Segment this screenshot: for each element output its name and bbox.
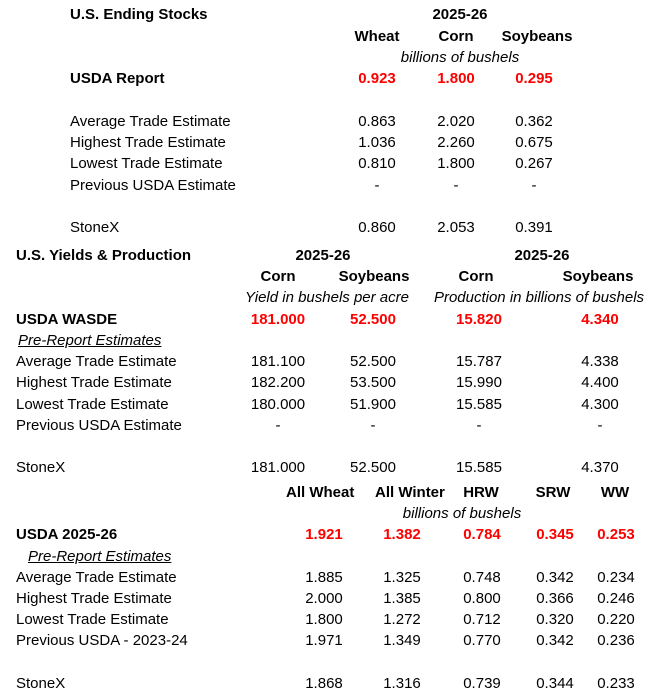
cell-value: - [275, 417, 281, 434]
cell-value: - [370, 417, 376, 434]
yield-year: 2025-26 [295, 247, 351, 264]
usda-soybeans-value: 0.295 [515, 70, 553, 87]
cell-value: 0.236 [597, 632, 635, 649]
production-units-label: Production in billions of bushels [433, 289, 645, 306]
cell-value: 15.990 [456, 374, 502, 391]
row-label: Average Trade Estimate [16, 353, 177, 370]
cell-value: 0.860 [358, 219, 396, 236]
cell-value: 0.320 [536, 611, 574, 628]
cell-value: 0.233 [597, 675, 635, 692]
cell-value: 4.300 [581, 396, 619, 413]
cell-value: 0.342 [536, 569, 574, 586]
cell-value: 15.585 [456, 459, 502, 476]
usda-all-winter-value: 1.382 [383, 526, 421, 543]
cell-value: 1.316 [383, 675, 421, 692]
col-header-corn: Corn [438, 28, 474, 45]
cell-value: 15.787 [456, 353, 502, 370]
cell-value: 1.971 [305, 632, 343, 649]
cell-value: 51.900 [350, 396, 396, 413]
cell-value: - [531, 177, 537, 194]
cell-value: 0.800 [463, 590, 501, 607]
row-label: Average Trade Estimate [70, 113, 231, 130]
production-year: 2025-26 [514, 247, 570, 264]
wasde-corn-production-value: 15.820 [456, 311, 502, 328]
cell-value: 4.338 [581, 353, 619, 370]
pre-report-subheader: Pre-Report Estimates [18, 332, 162, 349]
cell-value: 0.712 [463, 611, 501, 628]
col-header-corn-yield: Corn [260, 268, 296, 285]
pre-report-subheader: Pre-Report Estimates [28, 548, 172, 565]
row-label: Highest Trade Estimate [16, 374, 172, 391]
row-label: USDA Report [70, 70, 165, 87]
usda-hrw-value: 0.784 [463, 526, 501, 543]
row-label: Highest Trade Estimate [70, 134, 226, 151]
cell-value: 2.053 [437, 219, 475, 236]
cell-value: - [476, 417, 482, 434]
cell-value: - [597, 417, 603, 434]
cell-value: 4.370 [581, 459, 619, 476]
cell-value: 2.260 [437, 134, 475, 151]
cell-value: 0.246 [597, 590, 635, 607]
row-label: Previous USDA Estimate [70, 177, 236, 194]
cell-value: 181.100 [250, 353, 306, 370]
usda-srw-value: 0.345 [536, 526, 574, 543]
cell-value: 53.500 [350, 374, 396, 391]
yield-units-label: Yield in bushels per acre [245, 289, 409, 306]
cell-value: 1.325 [383, 569, 421, 586]
cell-value: 52.500 [350, 459, 396, 476]
row-label: Average Trade Estimate [16, 569, 177, 586]
cell-value: 0.770 [463, 632, 501, 649]
cell-value: 0.739 [463, 675, 501, 692]
usda-ww-value: 0.253 [597, 526, 635, 543]
cell-value: 0.267 [515, 155, 553, 172]
ending-stocks-title: U.S. Ending Stocks [70, 6, 208, 23]
usda-corn-value: 1.800 [437, 70, 475, 87]
cell-value: 0.362 [515, 113, 553, 130]
col-header-srw: SRW [535, 484, 571, 501]
cell-value: 4.400 [581, 374, 619, 391]
col-header-soybeans-production: Soybeans [562, 268, 634, 285]
cell-value: 2.020 [437, 113, 475, 130]
row-label: Lowest Trade Estimate [16, 396, 169, 413]
row-label: USDA WASDE [16, 311, 118, 328]
col-header-wheat: Wheat [354, 28, 400, 45]
wasde-soybeans-production-value: 4.340 [581, 311, 619, 328]
cell-value: 0.366 [536, 590, 574, 607]
cell-value: 1.036 [358, 134, 396, 151]
cell-value: 1.272 [383, 611, 421, 628]
cell-value: 182.200 [250, 374, 306, 391]
cell-value: 0.344 [536, 675, 574, 692]
cell-value: - [453, 177, 459, 194]
wheat-units-label: billions of bushels [402, 505, 522, 522]
cell-value: 0.342 [536, 632, 574, 649]
col-header-all-wheat: All Wheat [286, 484, 355, 501]
cell-value: 1.868 [305, 675, 343, 692]
cell-value: 15.585 [456, 396, 502, 413]
usda-all-wheat-value: 1.921 [305, 526, 343, 543]
cell-value: - [374, 177, 380, 194]
wasde-soybeans-yield-value: 52.500 [350, 311, 396, 328]
row-label: StoneX [16, 459, 66, 476]
usda-wheat-value: 0.923 [358, 70, 396, 87]
cell-value: 181.000 [250, 459, 306, 476]
units-label: billions of bushels [400, 49, 520, 66]
row-label: StoneX [16, 675, 66, 692]
cell-value: 1.885 [305, 569, 343, 586]
col-header-corn-production: Corn [458, 268, 494, 285]
cell-value: 1.800 [305, 611, 343, 628]
cell-value: 0.863 [358, 113, 396, 130]
row-label: USDA 2025-26 [16, 526, 118, 543]
cell-value: 0.748 [463, 569, 501, 586]
cell-value: 1.800 [437, 155, 475, 172]
row-label: Previous USDA Estimate [16, 417, 182, 434]
cell-value: 1.349 [383, 632, 421, 649]
cell-value: 0.234 [597, 569, 635, 586]
cell-value: 180.000 [250, 396, 306, 413]
row-label: Lowest Trade Estimate [70, 155, 223, 172]
col-header-all-winter: All Winter [375, 484, 445, 501]
cell-value: 2.000 [305, 590, 343, 607]
ending-stocks-year: 2025-26 [432, 6, 488, 23]
row-label: Highest Trade Estimate [16, 590, 172, 607]
cell-value: 52.500 [350, 353, 396, 370]
row-label: StoneX [70, 219, 120, 236]
col-header-soybeans-yield: Soybeans [338, 268, 410, 285]
cell-value: 1.385 [383, 590, 421, 607]
cell-value: 0.675 [515, 134, 553, 151]
row-label: Previous USDA - 2023-24 [16, 632, 188, 649]
cell-value: 0.220 [597, 611, 635, 628]
cell-value: 0.391 [515, 219, 553, 236]
col-header-ww: WW [600, 484, 630, 501]
col-header-hrw: HRW [463, 484, 499, 501]
cell-value: 0.810 [358, 155, 396, 172]
wasde-corn-yield-value: 181.000 [250, 311, 306, 328]
col-header-soybeans: Soybeans [501, 28, 573, 45]
row-label: Lowest Trade Estimate [16, 611, 169, 628]
yields-production-title: U.S. Yields & Production [16, 247, 192, 264]
